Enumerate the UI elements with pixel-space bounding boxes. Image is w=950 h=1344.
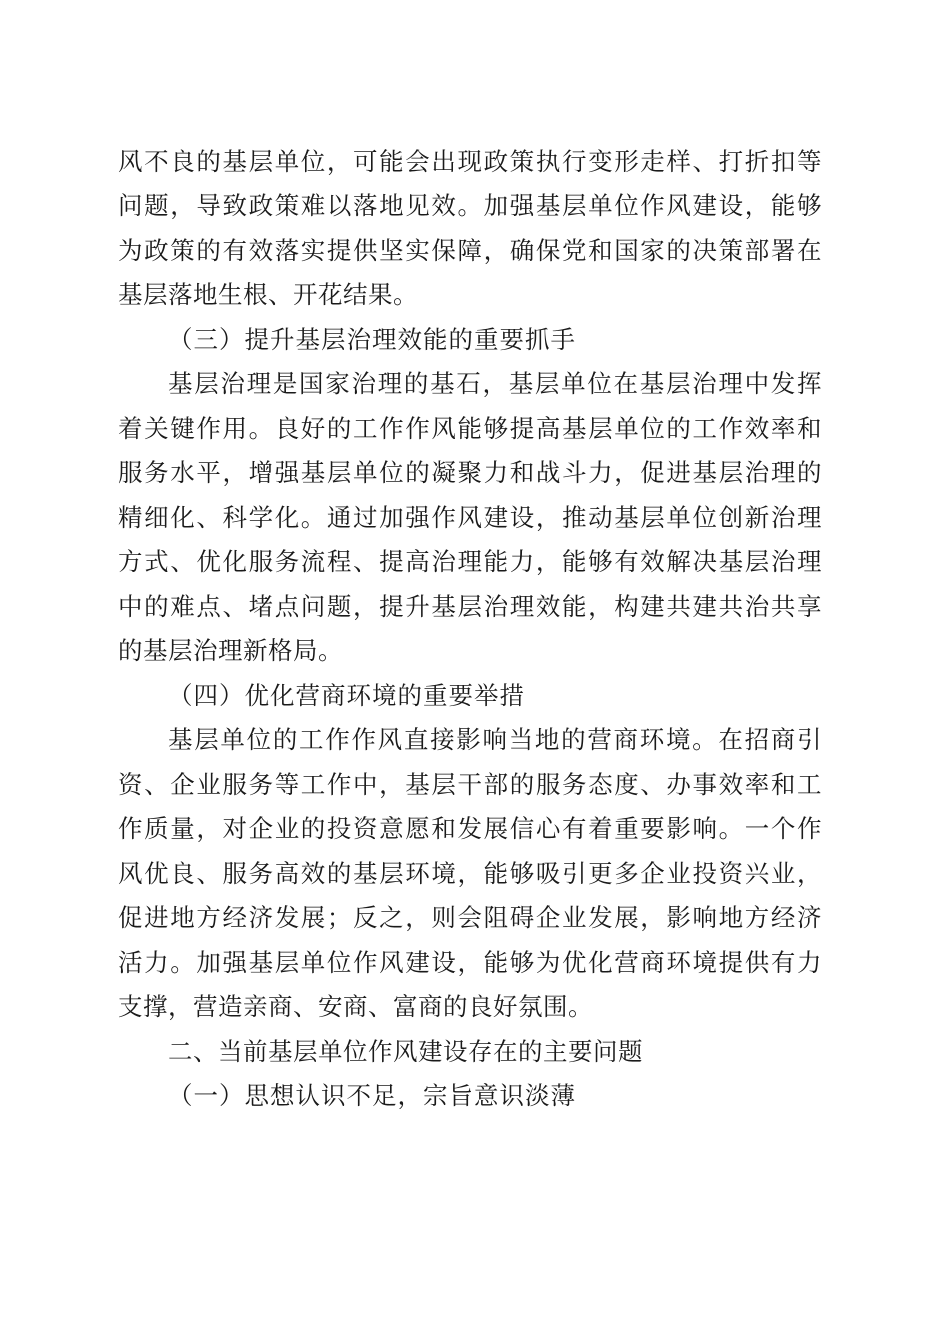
paragraph-line: 基层单位的工作作风直接影响当地的营商环境。在招商引 — [168, 725, 822, 754]
subsection-heading: （三）提升基层治理效能的重要抓手 — [168, 325, 576, 354]
paragraph-line: 为政策的有效落实提供坚实保障，确保党和国家的决策部署在 — [118, 236, 822, 265]
paragraph-line: 活力。加强基层单位作风建设，能够为优化营商环境提供有力 — [118, 948, 822, 977]
paragraph-line: 着关键作用。良好的工作作风能够提高基层单位的工作效率和 — [118, 414, 822, 443]
paragraph-line: 精细化、科学化。通过加强作风建设，推动基层单位创新治理 — [118, 503, 822, 532]
subsection-heading: （四）优化营商环境的重要举措 — [168, 681, 525, 710]
paragraph-line: 问题，导致政策难以落地见效。加强基层单位作风建设，能够 — [118, 191, 822, 220]
paragraph-line: 风不良的基层单位，可能会出现政策执行变形走样、打折扣等 — [118, 147, 822, 176]
paragraph-line: 基层治理是国家治理的基石，基层单位在基层治理中发挥 — [168, 369, 822, 398]
paragraph-line: 方式、优化服务流程、提高治理能力，能够有效解决基层治理 — [118, 547, 822, 576]
paragraph-line: 的基层治理新格局。 — [118, 636, 343, 665]
section-heading: 二、当前基层单位作风建设存在的主要问题 — [168, 1037, 643, 1066]
paragraph-line: 中的难点、堵点问题，提升基层治理效能，构建共建共治共享 — [118, 592, 822, 621]
paragraph-line: 促进地方经济发展；反之，则会阻碍企业发展，影响地方经济 — [118, 903, 822, 932]
paragraph-line: 支撑，营造亲商、安商、富商的良好氛围。 — [118, 992, 593, 1021]
paragraph-line: 作质量，对企业的投资意愿和发展信心有着重要影响。一个作 — [118, 814, 822, 843]
paragraph-line: 服务水平，增强基层单位的凝聚力和战斗力，促进基层治理的 — [118, 458, 822, 487]
paragraph-line: 风优良、服务高效的基层环境，能够吸引更多企业投资兴业， — [118, 859, 822, 888]
subsection-heading: （一）思想认识不足，宗旨意识淡薄 — [168, 1081, 576, 1110]
paragraph-line: 基层落地生根、开花结果。 — [118, 280, 418, 309]
paragraph-line: 资、企业服务等工作中，基层干部的服务态度、办事效率和工 — [118, 770, 822, 799]
